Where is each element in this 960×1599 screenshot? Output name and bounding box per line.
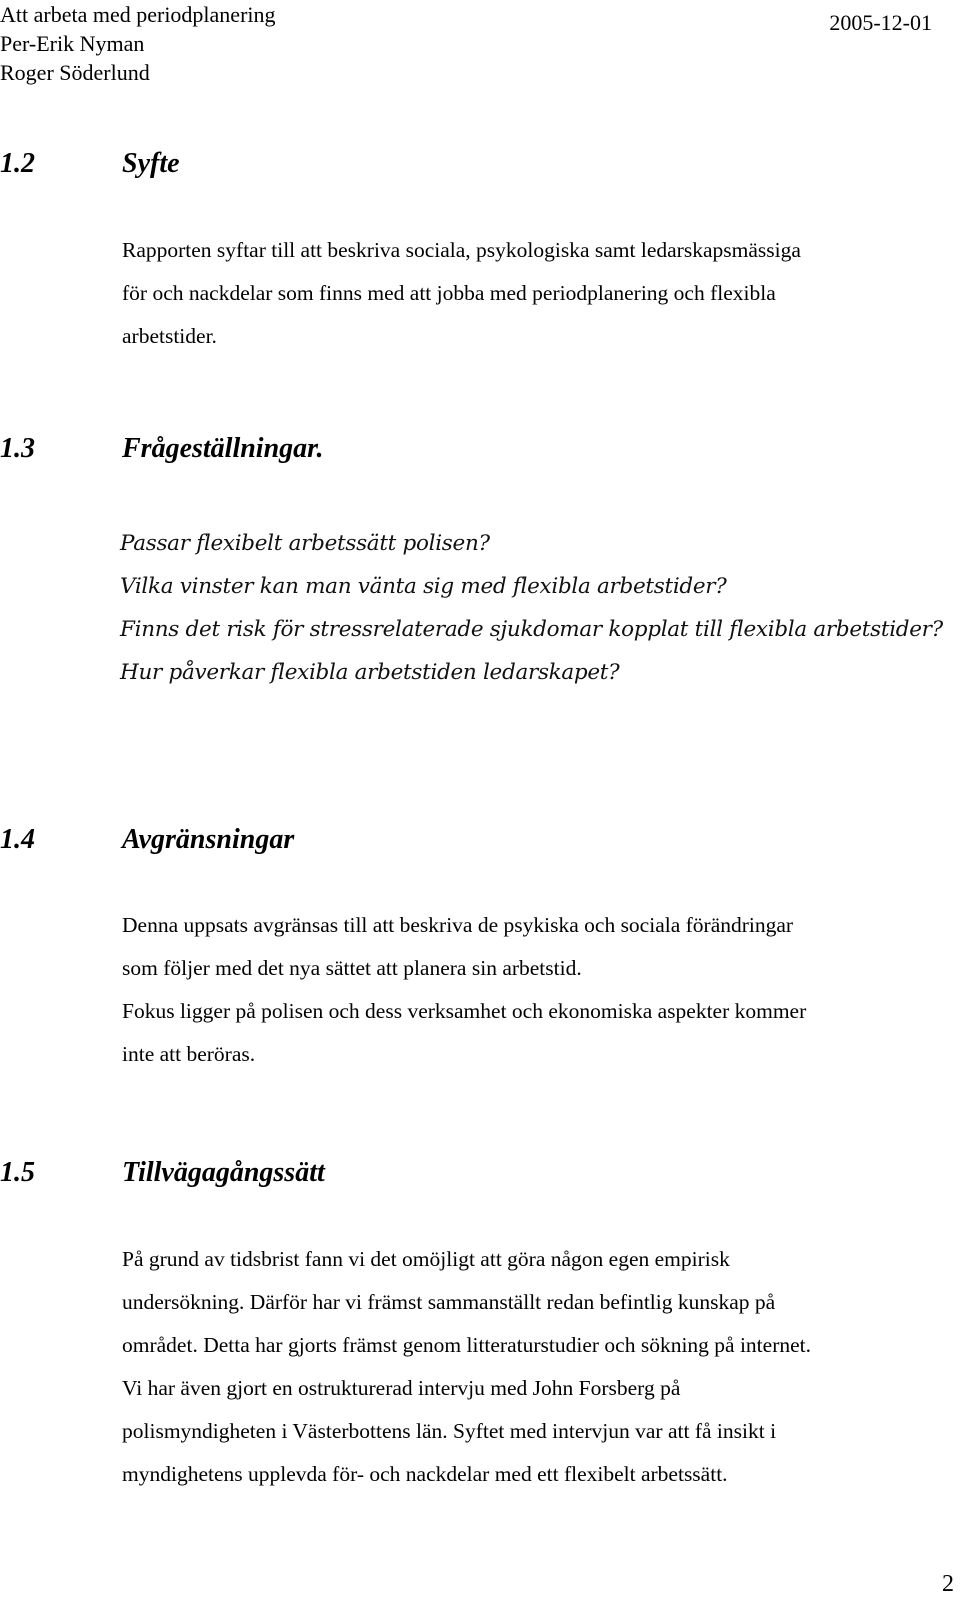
paragraph-line: Denna uppsats avgränsas till att beskriva de psykiska och sociala förändringar — [122, 913, 794, 937]
paragraph-line: Rapporten syftar till att beskriva sociala, psykologiska samt ledarskapsmässiga — [122, 238, 801, 262]
paragraph-line: inte att beröras. — [122, 1042, 256, 1066]
section-body-avgransningar — [122, 904, 806, 1076]
paragraph-line: arbetstider. — [122, 324, 217, 348]
section-heading-tillvagagangssatt — [0, 1157, 325, 1189]
paragraph-line: Fokus ligger på polisen och dess verksamhet och ekonomiska aspekter kommer — [122, 999, 807, 1023]
question-item: Vilka vinster kan man vänta sig med flexibla arbetstider? — [120, 574, 727, 599]
paragraph-line: området. Detta har gjorts främst genom litteraturstudier och sökning på internet. — [122, 1333, 811, 1357]
paragraph-line: Vi har även gjort en ostrukturerad intervju med John Forsberg på — [122, 1376, 681, 1400]
page-number: 2 — [942, 1571, 954, 1597]
paragraph-line: polismyndigheten i Västerbottens län. Syftet med intervjun var att få insikt i — [122, 1419, 777, 1443]
section-heading-fragestallningar — [0, 433, 324, 465]
section-title: Frågeställningar. — [122, 433, 324, 464]
section-number: 1.4 — [0, 824, 35, 855]
section-heading-syfte — [0, 148, 180, 180]
question-list — [120, 522, 943, 694]
question-item: Hur påverkar flexibla arbetstiden ledarskapet? — [120, 660, 620, 685]
section-heading-avgransningar — [0, 824, 294, 856]
section-title: Syfte — [122, 148, 180, 179]
section-body-syfte — [122, 229, 801, 358]
section-body-tillvagagangssatt — [122, 1238, 811, 1496]
paragraph-line: för och nackdelar som finns med att jobba med periodplanering och flexibla — [122, 281, 776, 305]
question-item: Passar flexibelt arbetssätt polisen? — [120, 531, 490, 556]
section-number: 1.5 — [0, 1157, 35, 1188]
paragraph-line: undersökning. Därför har vi främst sammanställt redan befintlig kunskap på — [122, 1290, 776, 1314]
page-header — [0, 0, 276, 87]
section-title: Avgränsningar — [122, 824, 295, 855]
header-author: Per-Erik Nyman — [0, 31, 145, 56]
paragraph-line: På grund av tidsbrist fann vi det omöjligt att göra någon egen empirisk — [122, 1247, 730, 1271]
header-date: 2005-12-01 — [829, 10, 932, 35]
paragraph-line: som följer med det nya sättet att planera sin arbetstid. — [122, 956, 582, 980]
header-title: Att arbeta med periodplanering — [0, 2, 276, 27]
section-number: 1.2 — [0, 148, 35, 179]
paragraph-line: myndighetens upplevda för- och nackdelar med ett flexibelt arbetssätt. — [122, 1462, 728, 1486]
section-title: Tillvägagångssätt — [122, 1157, 325, 1188]
header-author: Roger Söderlund — [0, 60, 150, 85]
section-number: 1.3 — [0, 433, 35, 464]
question-item: Finns det risk för stressrelaterade sjukdomar kopplat till flexibla arbetstider? — [120, 617, 943, 642]
